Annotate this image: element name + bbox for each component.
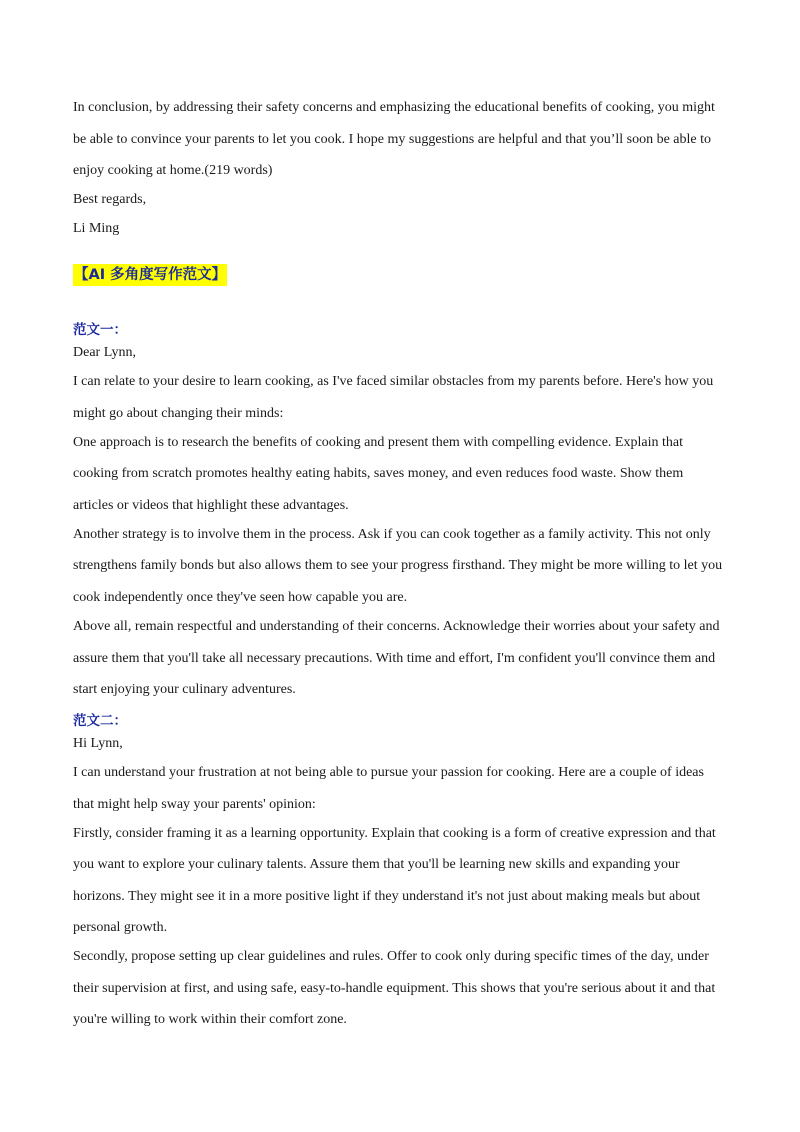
closing: Best regards, (73, 192, 147, 207)
sample2-line: you want to explore your culinary talents. Assure them that you'll be learning new skills and expanding your (73, 857, 680, 872)
sample1-line: start enjoying your culinary adventures. (73, 682, 296, 697)
sample1-line: cooking from scratch promotes healthy eating habits, saves money, and even reduces food waste. Show them (73, 466, 684, 481)
sample2-greeting: Hi Lynn, (73, 736, 123, 751)
sample1-line: might go about changing their minds: (73, 406, 284, 421)
ai-section-heading: 【AI 多角度写作范文】 (73, 264, 227, 286)
sample1-line: strengthens family bonds but also allows them to see your progress firsthand. They might be more willing to let you (73, 558, 723, 573)
sample1-line: Another strategy is to involve them in the process. Ask if you can cook together as a family activity. This not only (73, 527, 711, 542)
sample1-line: articles or videos that highlight these advantages. (73, 498, 349, 513)
ai-heading-container (73, 264, 227, 286)
signature: Li Ming (73, 221, 120, 236)
sample2-line: you're willing to work within their comfort zone. (73, 1012, 347, 1027)
sample1-greeting: Dear Lynn, (73, 345, 136, 360)
sample2-line: Firstly, consider framing it as a learning opportunity. Explain that cooking is a form of creative expression and that (73, 826, 716, 841)
sample2-line: Secondly, propose setting up clear guidelines and rules. Offer to cook only during specific times of the day, under (73, 949, 709, 964)
sample1-line: I can relate to your desire to learn cooking, as I've faced similar obstacles from my parents before. Here's how you (73, 374, 714, 389)
sample2-line: that might help sway your parents' opinion: (73, 797, 316, 812)
conclusion-line: In conclusion, by addressing their safety concerns and emphasizing the educational benefits of cooking, you might (73, 100, 715, 115)
sample1-label: 范文一： (73, 322, 127, 338)
sample2-line: I can understand your frustration at not being able to pursue your passion for cooking. Here are a couple of ideas (73, 765, 704, 780)
sample1-line: cook independently once they've seen how capable you are. (73, 590, 408, 605)
sample2-line: their supervision at first, and using safe, easy-to-handle equipment. This shows that you're serious about it and that (73, 981, 716, 996)
conclusion-line: enjoy cooking at home.(219 words) (73, 163, 273, 178)
conclusion-line: be able to convince your parents to let you cook. I hope my suggestions are helpful and that you’ll soon be able to (73, 132, 712, 147)
sample1-line: Above all, remain respectful and understanding of their concerns. Acknowledge their worries about your safety and (73, 619, 720, 634)
sample1-line: One approach is to research the benefits of cooking and present them with compelling evidence. Explain that (73, 435, 683, 450)
sample1-line: assure them that you'll take all necessary precautions. With time and effort, I'm confident you'll convince them and (73, 651, 716, 666)
sample2-line: personal growth. (73, 920, 168, 935)
sample2-line: horizons. They might see it in a more positive light if they understand it's not just about making meals but about (73, 889, 701, 904)
sample2-label: 范文二： (73, 713, 127, 729)
